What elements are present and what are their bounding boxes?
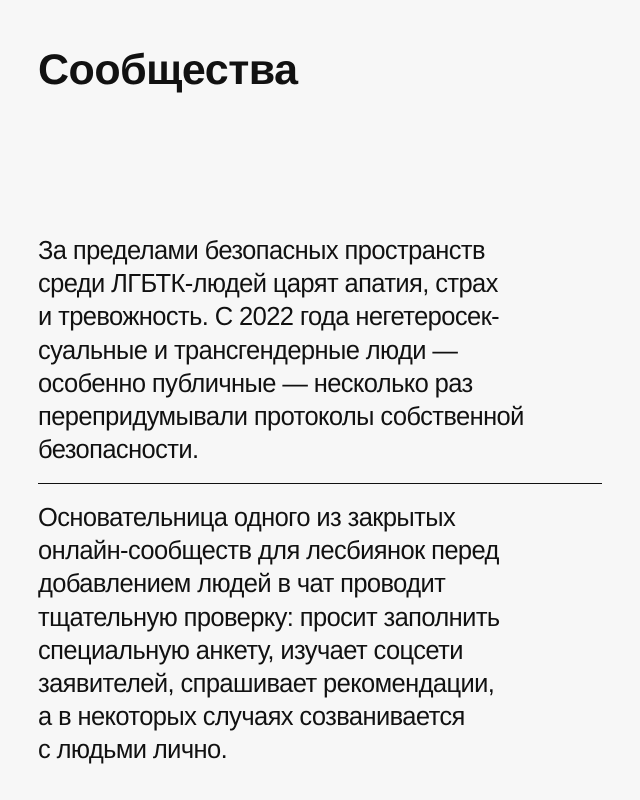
paragraph-line: тщательную проверку: просит заполнить: [38, 603, 500, 632]
paragraph-line: среди ЛГБТК-людей царят апатия, страх: [38, 270, 498, 299]
paragraph-line: суальные и трансгендерные люди —: [38, 336, 458, 365]
paragraph-line: добавлением людей в чат проводит: [38, 570, 446, 599]
section-divider: [38, 483, 602, 484]
paragraph-line: с людьми лично.: [38, 736, 228, 765]
paragraph-line: За пределами безопасных пространств: [38, 237, 485, 265]
paragraph-line: Основательница одного из закрытых: [38, 504, 456, 532]
paragraph-line: заявителей, спрашивает рекомендации,: [38, 670, 495, 699]
paragraph-line: особенно публичные — несколько раз: [38, 369, 473, 398]
paragraph-line: онлайн-сообществ для лесбиянок перед: [38, 537, 499, 566]
paragraph-intro: [38, 235, 618, 467]
paragraph-line: перепридумывали протоколы собственной: [38, 403, 524, 432]
paragraph-line: безопасности.: [38, 436, 199, 465]
paragraph-line: а в некоторых случаях созванивается: [38, 703, 465, 732]
paragraph-line: и тревожность. С 2022 года негетеросек-: [38, 303, 500, 332]
page-title: Сообщества: [38, 46, 298, 94]
paragraph-line: специальную анкету, изучает соцсети: [38, 636, 463, 665]
paragraph-example: [38, 502, 618, 768]
